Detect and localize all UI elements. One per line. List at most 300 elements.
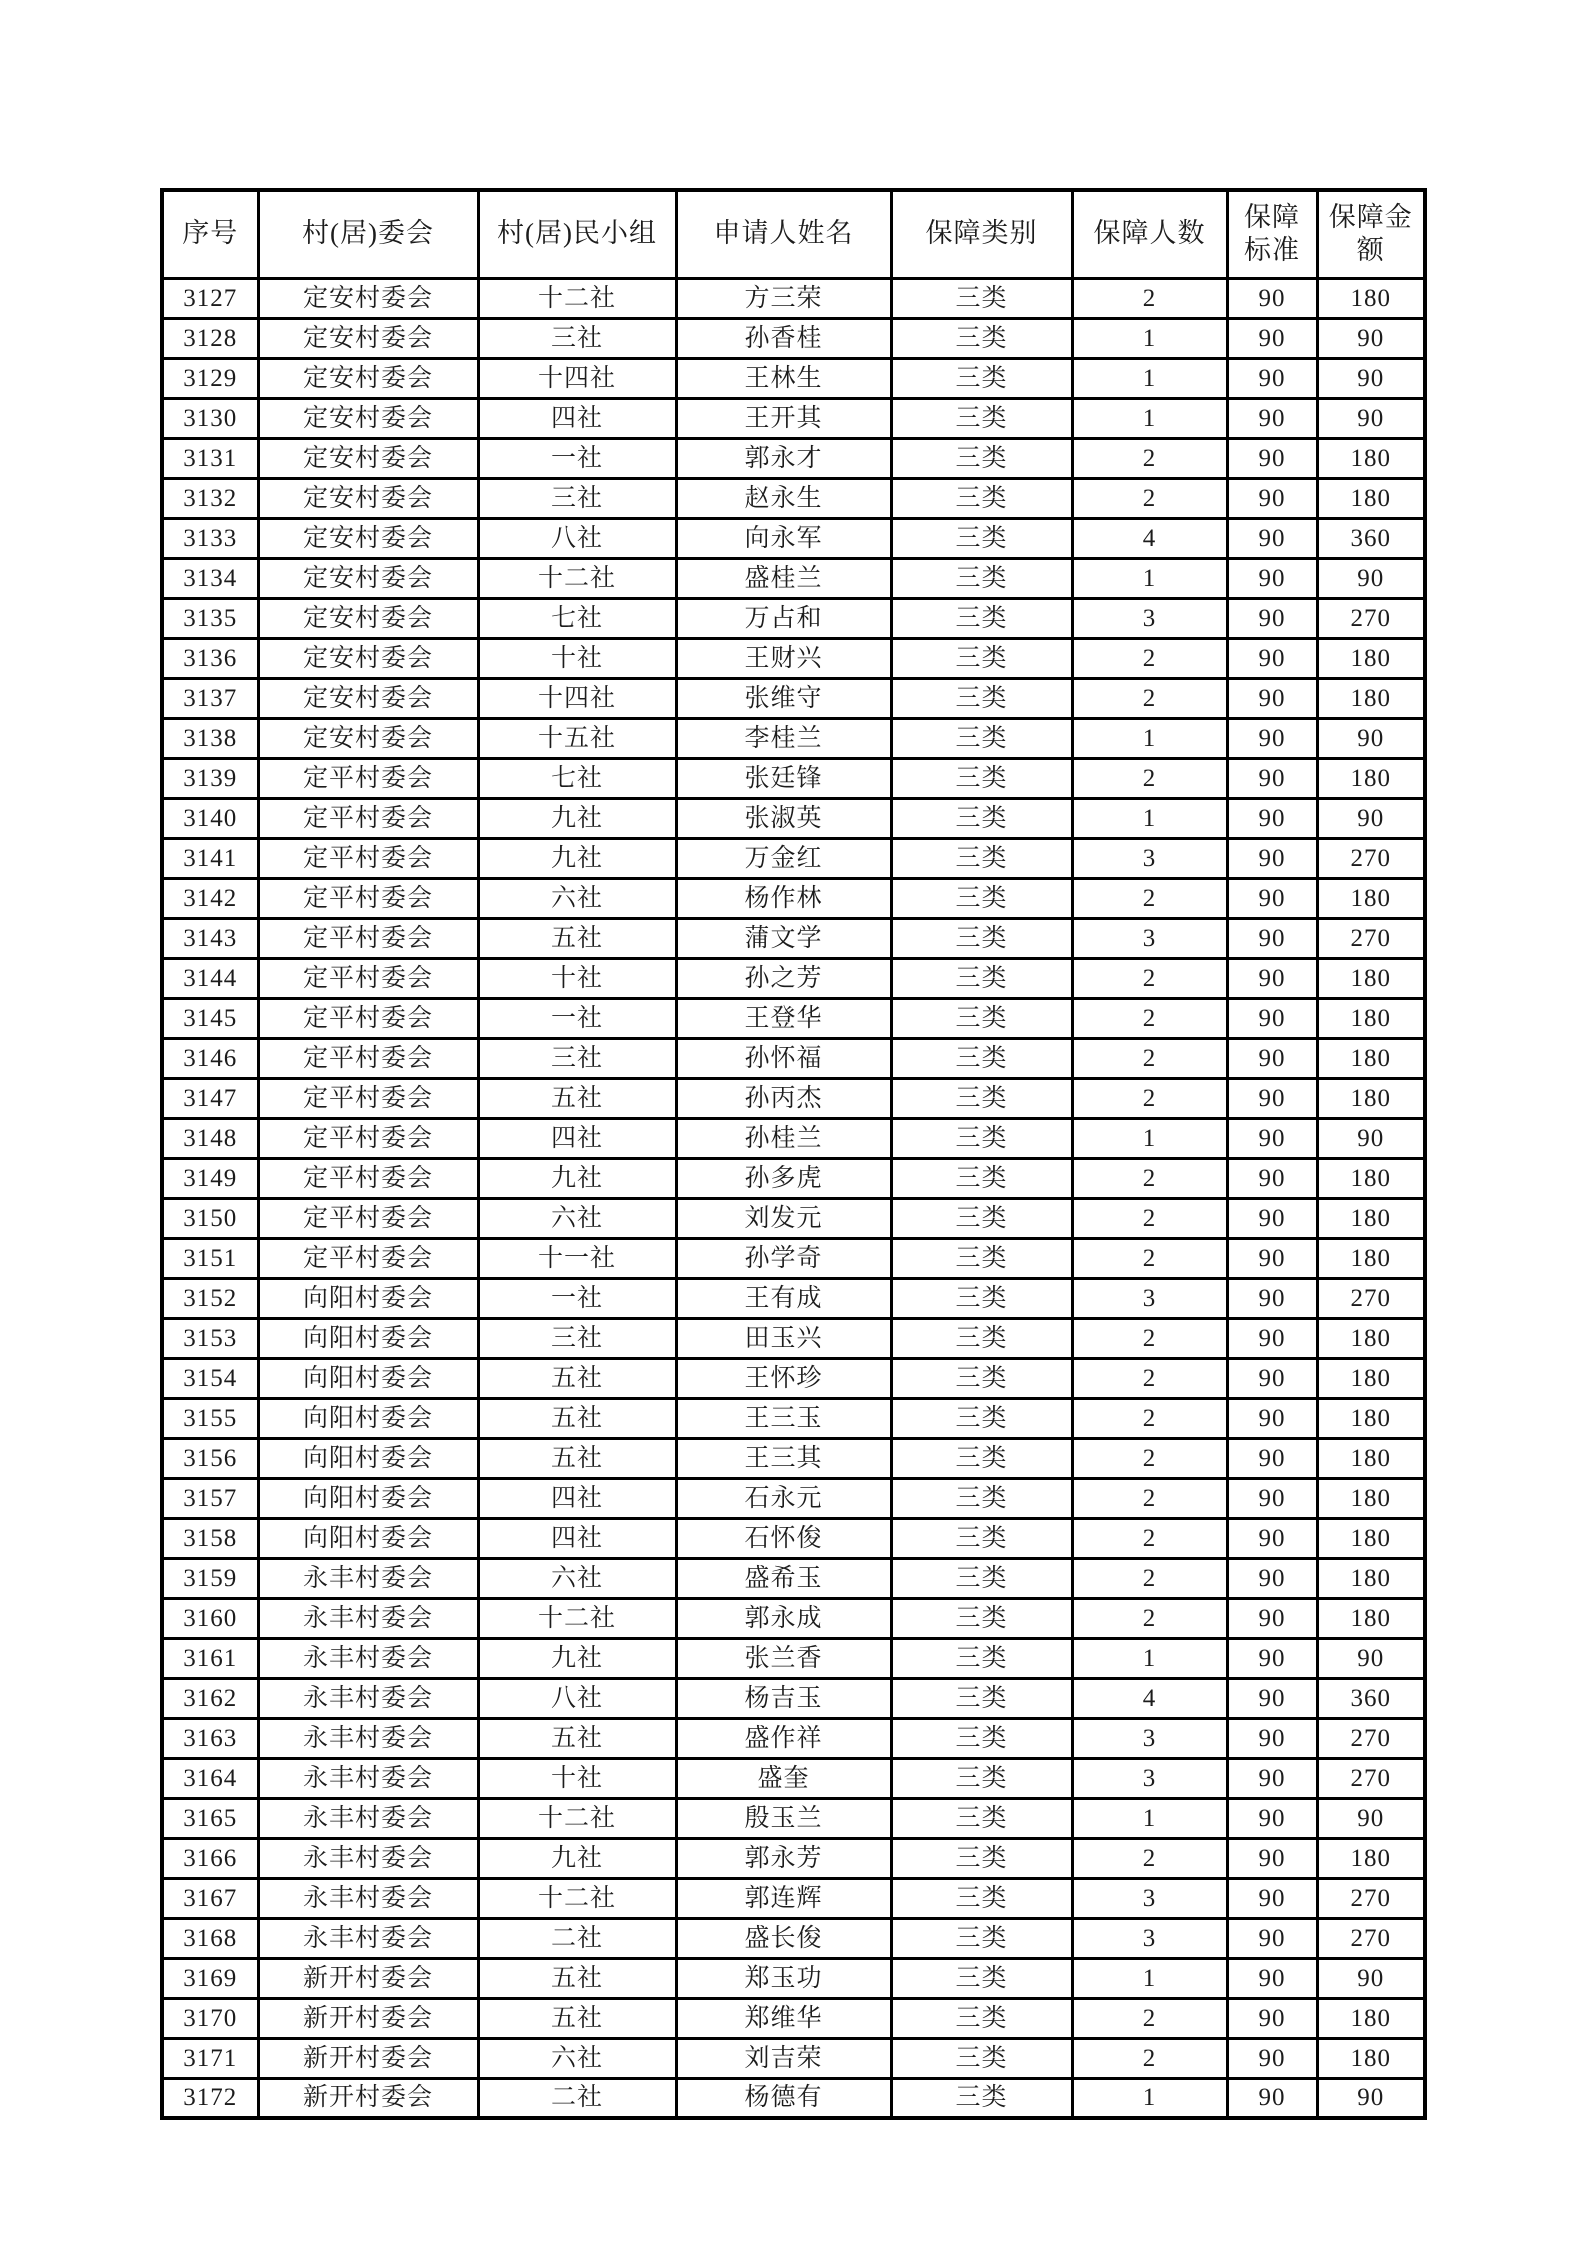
- cell-villager-group: 一社: [478, 438, 676, 478]
- cell-benefit-category: 三类: [891, 598, 1072, 638]
- cell-village-committee: 定平村委会: [258, 958, 478, 998]
- cell-village-committee: 新开村委会: [258, 2078, 478, 2118]
- cell-village-committee: 向阳村委会: [258, 1318, 478, 1358]
- cell-village-committee: 定安村委会: [258, 718, 478, 758]
- cell-village-committee: 定安村委会: [258, 438, 478, 478]
- cell-serial-number: 3139: [162, 758, 258, 798]
- cell-benefit-headcount: 2: [1072, 1438, 1227, 1478]
- table-row: [162, 2038, 1425, 2078]
- benefit-table: [160, 188, 1427, 2120]
- cell-villager-group: 三社: [478, 318, 676, 358]
- cell-benefit-category: 三类: [891, 278, 1072, 318]
- cell-applicant-name: 王财兴: [676, 638, 891, 678]
- cell-village-committee: 新开村委会: [258, 1958, 478, 1998]
- table-row: [162, 1198, 1425, 1238]
- cell-serial-number: 3142: [162, 878, 258, 918]
- cell-village-committee: 定安村委会: [258, 278, 478, 318]
- cell-applicant-name: 王三其: [676, 1438, 891, 1478]
- cell-benefit-category: 三类: [891, 478, 1072, 518]
- cell-villager-group: 六社: [478, 1558, 676, 1598]
- cell-benefit-headcount: 2: [1072, 1198, 1227, 1238]
- cell-serial-number: 3172: [162, 2078, 258, 2118]
- cell-applicant-name: 孙多虎: [676, 1158, 891, 1198]
- cell-benefit-headcount: 2: [1072, 1078, 1227, 1118]
- cell-villager-group: 十二社: [478, 1798, 676, 1838]
- table-row: [162, 598, 1425, 638]
- cell-benefit-standard: 90: [1227, 1598, 1317, 1638]
- cell-benefit-amount: 180: [1317, 1438, 1425, 1478]
- cell-applicant-name: 殷玉兰: [676, 1798, 891, 1838]
- cell-village-committee: 定平村委会: [258, 1118, 478, 1158]
- column-header-villager-group: 村(居)民小组: [478, 190, 676, 278]
- table-row: [162, 1518, 1425, 1558]
- table-header-row: [162, 190, 1425, 278]
- cell-benefit-category: 三类: [891, 1518, 1072, 1558]
- cell-benefit-standard: 90: [1227, 598, 1317, 638]
- cell-benefit-standard: 90: [1227, 1078, 1317, 1118]
- cell-villager-group: 四社: [478, 1118, 676, 1158]
- cell-serial-number: 3166: [162, 1838, 258, 1878]
- cell-villager-group: 十二社: [478, 1878, 676, 1918]
- cell-villager-group: 九社: [478, 1638, 676, 1678]
- cell-benefit-category: 三类: [891, 1878, 1072, 1918]
- cell-benefit-category: 三类: [891, 1358, 1072, 1398]
- cell-serial-number: 3146: [162, 1038, 258, 1078]
- cell-benefit-amount: 270: [1317, 598, 1425, 638]
- cell-benefit-headcount: 3: [1072, 1758, 1227, 1798]
- cell-serial-number: 3127: [162, 278, 258, 318]
- cell-villager-group: 二社: [478, 2078, 676, 2118]
- cell-villager-group: 四社: [478, 1478, 676, 1518]
- cell-villager-group: 九社: [478, 798, 676, 838]
- cell-applicant-name: 郭永芳: [676, 1838, 891, 1878]
- cell-serial-number: 3169: [162, 1958, 258, 1998]
- cell-villager-group: 六社: [478, 1198, 676, 1238]
- cell-serial-number: 3129: [162, 358, 258, 398]
- table-row: [162, 318, 1425, 358]
- cell-benefit-headcount: 2: [1072, 1838, 1227, 1878]
- cell-benefit-standard: 90: [1227, 1718, 1317, 1758]
- table-row: [162, 478, 1425, 518]
- column-header-serial-number: 序号: [162, 190, 258, 278]
- cell-benefit-standard: 90: [1227, 478, 1317, 518]
- cell-villager-group: 五社: [478, 1438, 676, 1478]
- cell-serial-number: 3140: [162, 798, 258, 838]
- cell-village-committee: 定平村委会: [258, 878, 478, 918]
- cell-benefit-category: 三类: [891, 1678, 1072, 1718]
- cell-applicant-name: 石怀俊: [676, 1518, 891, 1558]
- cell-applicant-name: 孙之芳: [676, 958, 891, 998]
- cell-village-committee: 向阳村委会: [258, 1438, 478, 1478]
- cell-serial-number: 3164: [162, 1758, 258, 1798]
- cell-village-committee: 向阳村委会: [258, 1358, 478, 1398]
- cell-benefit-amount: 180: [1317, 1518, 1425, 1558]
- cell-village-committee: 定平村委会: [258, 1158, 478, 1198]
- table-row: [162, 1078, 1425, 1118]
- cell-benefit-headcount: 4: [1072, 1678, 1227, 1718]
- cell-benefit-headcount: 2: [1072, 998, 1227, 1038]
- cell-village-committee: 定平村委会: [258, 758, 478, 798]
- cell-applicant-name: 王三玉: [676, 1398, 891, 1438]
- cell-benefit-category: 三类: [891, 1438, 1072, 1478]
- table-row: [162, 1718, 1425, 1758]
- cell-benefit-amount: 180: [1317, 638, 1425, 678]
- cell-benefit-headcount: 2: [1072, 638, 1227, 678]
- table-row: [162, 1438, 1425, 1478]
- cell-applicant-name: 赵永生: [676, 478, 891, 518]
- cell-benefit-category: 三类: [891, 1638, 1072, 1678]
- cell-serial-number: 3168: [162, 1918, 258, 1958]
- cell-serial-number: 3155: [162, 1398, 258, 1438]
- cell-serial-number: 3157: [162, 1478, 258, 1518]
- table-row: [162, 398, 1425, 438]
- table-row: [162, 918, 1425, 958]
- cell-serial-number: 3161: [162, 1638, 258, 1678]
- cell-benefit-headcount: 2: [1072, 1358, 1227, 1398]
- cell-villager-group: 九社: [478, 1158, 676, 1198]
- cell-benefit-standard: 90: [1227, 1358, 1317, 1398]
- cell-benefit-category: 三类: [891, 518, 1072, 558]
- column-header-village-committee: 村(居)委会: [258, 190, 478, 278]
- cell-benefit-headcount: 2: [1072, 1478, 1227, 1518]
- cell-village-committee: 定安村委会: [258, 398, 478, 438]
- cell-serial-number: 3151: [162, 1238, 258, 1278]
- cell-applicant-name: 王怀珍: [676, 1358, 891, 1398]
- cell-villager-group: 十社: [478, 958, 676, 998]
- cell-benefit-category: 三类: [891, 1598, 1072, 1638]
- cell-benefit-category: 三类: [891, 1398, 1072, 1438]
- table-row: [162, 1678, 1425, 1718]
- cell-villager-group: 五社: [478, 1078, 676, 1118]
- cell-benefit-category: 三类: [891, 558, 1072, 598]
- cell-benefit-amount: 90: [1317, 558, 1425, 598]
- cell-applicant-name: 盛桂兰: [676, 558, 891, 598]
- cell-benefit-headcount: 4: [1072, 518, 1227, 558]
- cell-village-committee: 定平村委会: [258, 1078, 478, 1118]
- cell-villager-group: 五社: [478, 1398, 676, 1438]
- cell-benefit-headcount: 2: [1072, 2038, 1227, 2078]
- cell-serial-number: 3141: [162, 838, 258, 878]
- cell-benefit-amount: 180: [1317, 1358, 1425, 1398]
- cell-benefit-amount: 180: [1317, 1198, 1425, 1238]
- table-row: [162, 1318, 1425, 1358]
- cell-benefit-category: 三类: [891, 1918, 1072, 1958]
- table-row: [162, 758, 1425, 798]
- cell-serial-number: 3132: [162, 478, 258, 518]
- cell-applicant-name: 孙怀福: [676, 1038, 891, 1078]
- table-row: [162, 1038, 1425, 1078]
- cell-benefit-headcount: 2: [1072, 478, 1227, 518]
- cell-benefit-headcount: 3: [1072, 1718, 1227, 1758]
- cell-village-committee: 定安村委会: [258, 318, 478, 358]
- cell-applicant-name: 张淑英: [676, 798, 891, 838]
- cell-benefit-headcount: 1: [1072, 718, 1227, 758]
- table-row: [162, 518, 1425, 558]
- cell-villager-group: 十二社: [478, 558, 676, 598]
- cell-village-committee: 永丰村委会: [258, 1918, 478, 1958]
- cell-benefit-headcount: 1: [1072, 358, 1227, 398]
- cell-villager-group: 五社: [478, 1998, 676, 2038]
- cell-serial-number: 3149: [162, 1158, 258, 1198]
- cell-benefit-amount: 180: [1317, 1478, 1425, 1518]
- cell-villager-group: 十四社: [478, 678, 676, 718]
- cell-serial-number: 3133: [162, 518, 258, 558]
- cell-benefit-category: 三类: [891, 1238, 1072, 1278]
- cell-serial-number: 3148: [162, 1118, 258, 1158]
- cell-benefit-standard: 90: [1227, 1438, 1317, 1478]
- cell-village-committee: 向阳村委会: [258, 1278, 478, 1318]
- cell-serial-number: 3130: [162, 398, 258, 438]
- cell-applicant-name: 方三荣: [676, 278, 891, 318]
- cell-benefit-standard: 90: [1227, 1158, 1317, 1198]
- cell-benefit-category: 三类: [891, 758, 1072, 798]
- cell-villager-group: 十五社: [478, 718, 676, 758]
- cell-benefit-category: 三类: [891, 398, 1072, 438]
- cell-village-committee: 定安村委会: [258, 598, 478, 638]
- cell-benefit-standard: 90: [1227, 1278, 1317, 1318]
- cell-benefit-headcount: 2: [1072, 1238, 1227, 1278]
- cell-benefit-headcount: 1: [1072, 2078, 1227, 2118]
- cell-villager-group: 十四社: [478, 358, 676, 398]
- cell-villager-group: 三社: [478, 478, 676, 518]
- cell-benefit-amount: 180: [1317, 958, 1425, 998]
- cell-benefit-amount: 180: [1317, 1318, 1425, 1358]
- cell-benefit-category: 三类: [891, 318, 1072, 358]
- cell-villager-group: 二社: [478, 1918, 676, 1958]
- cell-village-committee: 新开村委会: [258, 1998, 478, 2038]
- cell-serial-number: 3136: [162, 638, 258, 678]
- cell-benefit-amount: 180: [1317, 1398, 1425, 1438]
- cell-benefit-headcount: 2: [1072, 758, 1227, 798]
- column-header-benefit-headcount: 保障人数: [1072, 190, 1227, 278]
- table-row: [162, 358, 1425, 398]
- cell-serial-number: 3171: [162, 2038, 258, 2078]
- cell-villager-group: 五社: [478, 1958, 676, 1998]
- table-row: [162, 278, 1425, 318]
- cell-benefit-standard: 90: [1227, 1958, 1317, 1998]
- cell-benefit-standard: 90: [1227, 998, 1317, 1038]
- cell-benefit-category: 三类: [891, 2038, 1072, 2078]
- cell-benefit-amount: 90: [1317, 318, 1425, 358]
- column-header-benefit-category: 保障类别: [891, 190, 1072, 278]
- cell-benefit-standard: 90: [1227, 1038, 1317, 1078]
- cell-applicant-name: 李桂兰: [676, 718, 891, 758]
- cell-village-committee: 永丰村委会: [258, 1638, 478, 1678]
- cell-applicant-name: 郑维华: [676, 1998, 891, 2038]
- cell-benefit-category: 三类: [891, 1118, 1072, 1158]
- cell-benefit-category: 三类: [891, 1078, 1072, 1118]
- cell-benefit-amount: 270: [1317, 918, 1425, 958]
- cell-village-committee: 向阳村委会: [258, 1518, 478, 1558]
- cell-benefit-standard: 90: [1227, 838, 1317, 878]
- cell-applicant-name: 蒲文学: [676, 918, 891, 958]
- cell-benefit-category: 三类: [891, 1838, 1072, 1878]
- table-row: [162, 1158, 1425, 1198]
- cell-villager-group: 一社: [478, 998, 676, 1038]
- cell-benefit-standard: 90: [1227, 1238, 1317, 1278]
- cell-benefit-amount: 90: [1317, 718, 1425, 758]
- cell-villager-group: 五社: [478, 1358, 676, 1398]
- cell-benefit-standard: 90: [1227, 758, 1317, 798]
- cell-benefit-headcount: 1: [1072, 1638, 1227, 1678]
- cell-benefit-category: 三类: [891, 1198, 1072, 1238]
- cell-applicant-name: 盛希玉: [676, 1558, 891, 1598]
- cell-applicant-name: 向永军: [676, 518, 891, 558]
- cell-applicant-name: 张兰香: [676, 1638, 891, 1678]
- cell-village-committee: 永丰村委会: [258, 1838, 478, 1878]
- cell-benefit-headcount: 1: [1072, 1118, 1227, 1158]
- cell-village-committee: 定平村委会: [258, 798, 478, 838]
- cell-benefit-standard: 90: [1227, 1198, 1317, 1238]
- cell-benefit-headcount: 3: [1072, 1278, 1227, 1318]
- cell-applicant-name: 郑玉功: [676, 1958, 891, 1998]
- cell-benefit-standard: 90: [1227, 958, 1317, 998]
- table-row: [162, 1118, 1425, 1158]
- cell-benefit-category: 三类: [891, 1958, 1072, 1998]
- cell-village-committee: 永丰村委会: [258, 1678, 478, 1718]
- cell-applicant-name: 郭永才: [676, 438, 891, 478]
- cell-benefit-standard: 90: [1227, 878, 1317, 918]
- cell-applicant-name: 石永元: [676, 1478, 891, 1518]
- cell-applicant-name: 孙香桂: [676, 318, 891, 358]
- cell-village-committee: 定安村委会: [258, 478, 478, 518]
- cell-applicant-name: 刘发元: [676, 1198, 891, 1238]
- cell-benefit-amount: 180: [1317, 478, 1425, 518]
- table-row: [162, 1238, 1425, 1278]
- cell-benefit-standard: 90: [1227, 438, 1317, 478]
- cell-serial-number: 3170: [162, 1998, 258, 2038]
- cell-serial-number: 3153: [162, 1318, 258, 1358]
- table-row: [162, 638, 1425, 678]
- cell-benefit-amount: 90: [1317, 1798, 1425, 1838]
- cell-benefit-amount: 180: [1317, 1158, 1425, 1198]
- cell-benefit-headcount: 1: [1072, 558, 1227, 598]
- cell-villager-group: 九社: [478, 838, 676, 878]
- cell-benefit-category: 三类: [891, 1718, 1072, 1758]
- cell-benefit-amount: 180: [1317, 278, 1425, 318]
- cell-applicant-name: 杨作林: [676, 878, 891, 918]
- table-row: [162, 558, 1425, 598]
- cell-benefit-category: 三类: [891, 1318, 1072, 1358]
- cell-applicant-name: 杨吉玉: [676, 1678, 891, 1718]
- cell-benefit-standard: 90: [1227, 518, 1317, 558]
- cell-benefit-amount: 180: [1317, 1558, 1425, 1598]
- cell-applicant-name: 刘吉荣: [676, 2038, 891, 2078]
- cell-village-committee: 永丰村委会: [258, 1718, 478, 1758]
- cell-applicant-name: 盛长俊: [676, 1918, 891, 1958]
- cell-serial-number: 3147: [162, 1078, 258, 1118]
- cell-applicant-name: 王有成: [676, 1278, 891, 1318]
- cell-benefit-standard: 90: [1227, 1318, 1317, 1358]
- cell-serial-number: 3144: [162, 958, 258, 998]
- cell-benefit-category: 三类: [891, 718, 1072, 758]
- cell-benefit-category: 三类: [891, 678, 1072, 718]
- table-row: [162, 1758, 1425, 1798]
- cell-benefit-amount: 180: [1317, 1838, 1425, 1878]
- cell-benefit-category: 三类: [891, 918, 1072, 958]
- cell-benefit-standard: 90: [1227, 1118, 1317, 1158]
- cell-benefit-headcount: 1: [1072, 798, 1227, 838]
- cell-benefit-amount: 270: [1317, 1918, 1425, 1958]
- cell-serial-number: 3162: [162, 1678, 258, 1718]
- cell-village-committee: 永丰村委会: [258, 1878, 478, 1918]
- cell-benefit-standard: 90: [1227, 1758, 1317, 1798]
- table-row: [162, 2078, 1425, 2118]
- cell-benefit-headcount: 3: [1072, 1918, 1227, 1958]
- cell-village-committee: 定安村委会: [258, 678, 478, 718]
- cell-benefit-headcount: 2: [1072, 958, 1227, 998]
- cell-villager-group: 十一社: [478, 1238, 676, 1278]
- cell-benefit-standard: 90: [1227, 1918, 1317, 1958]
- cell-benefit-standard: 90: [1227, 558, 1317, 598]
- cell-benefit-headcount: 2: [1072, 1398, 1227, 1438]
- cell-benefit-amount: 180: [1317, 1238, 1425, 1278]
- cell-benefit-category: 三类: [891, 1558, 1072, 1598]
- cell-benefit-headcount: 2: [1072, 438, 1227, 478]
- cell-applicant-name: 张廷锋: [676, 758, 891, 798]
- cell-benefit-standard: 90: [1227, 1398, 1317, 1438]
- cell-serial-number: 3145: [162, 998, 258, 1038]
- table-row: [162, 1478, 1425, 1518]
- cell-applicant-name: 张维守: [676, 678, 891, 718]
- cell-village-committee: 定平村委会: [258, 1038, 478, 1078]
- cell-villager-group: 十二社: [478, 1598, 676, 1638]
- cell-benefit-standard: 90: [1227, 1878, 1317, 1918]
- cell-benefit-amount: 90: [1317, 798, 1425, 838]
- cell-villager-group: 四社: [478, 1518, 676, 1558]
- cell-serial-number: 3138: [162, 718, 258, 758]
- cell-benefit-standard: 90: [1227, 1638, 1317, 1678]
- cell-applicant-name: 王林生: [676, 358, 891, 398]
- cell-benefit-category: 三类: [891, 958, 1072, 998]
- cell-benefit-amount: 90: [1317, 2078, 1425, 2118]
- cell-benefit-category: 三类: [891, 798, 1072, 838]
- cell-villager-group: 五社: [478, 1718, 676, 1758]
- cell-benefit-amount: 90: [1317, 358, 1425, 398]
- cell-benefit-headcount: 2: [1072, 1998, 1227, 2038]
- table-row: [162, 1918, 1425, 1958]
- cell-serial-number: 3135: [162, 598, 258, 638]
- cell-benefit-amount: 180: [1317, 1078, 1425, 1118]
- cell-applicant-name: 王登华: [676, 998, 891, 1038]
- cell-benefit-headcount: 2: [1072, 278, 1227, 318]
- cell-villager-group: 七社: [478, 598, 676, 638]
- cell-applicant-name: 田玉兴: [676, 1318, 891, 1358]
- cell-benefit-amount: 270: [1317, 1758, 1425, 1798]
- table-row: [162, 798, 1425, 838]
- cell-benefit-headcount: 3: [1072, 838, 1227, 878]
- cell-village-committee: 定平村委会: [258, 838, 478, 878]
- cell-benefit-standard: 90: [1227, 678, 1317, 718]
- cell-villager-group: 八社: [478, 1678, 676, 1718]
- cell-benefit-standard: 90: [1227, 278, 1317, 318]
- cell-serial-number: 3159: [162, 1558, 258, 1598]
- cell-villager-group: 六社: [478, 878, 676, 918]
- table-row: [162, 1998, 1425, 2038]
- cell-benefit-standard: 90: [1227, 1558, 1317, 1598]
- cell-benefit-headcount: 3: [1072, 1878, 1227, 1918]
- cell-benefit-standard: 90: [1227, 1478, 1317, 1518]
- cell-applicant-name: 郭永成: [676, 1598, 891, 1638]
- cell-villager-group: 三社: [478, 1038, 676, 1078]
- cell-benefit-category: 三类: [891, 1158, 1072, 1198]
- cell-benefit-amount: 270: [1317, 1718, 1425, 1758]
- table-row: [162, 1798, 1425, 1838]
- cell-benefit-amount: 360: [1317, 1678, 1425, 1718]
- cell-benefit-amount: 180: [1317, 878, 1425, 918]
- cell-benefit-headcount: 1: [1072, 1958, 1227, 1998]
- cell-applicant-name: 孙丙杰: [676, 1078, 891, 1118]
